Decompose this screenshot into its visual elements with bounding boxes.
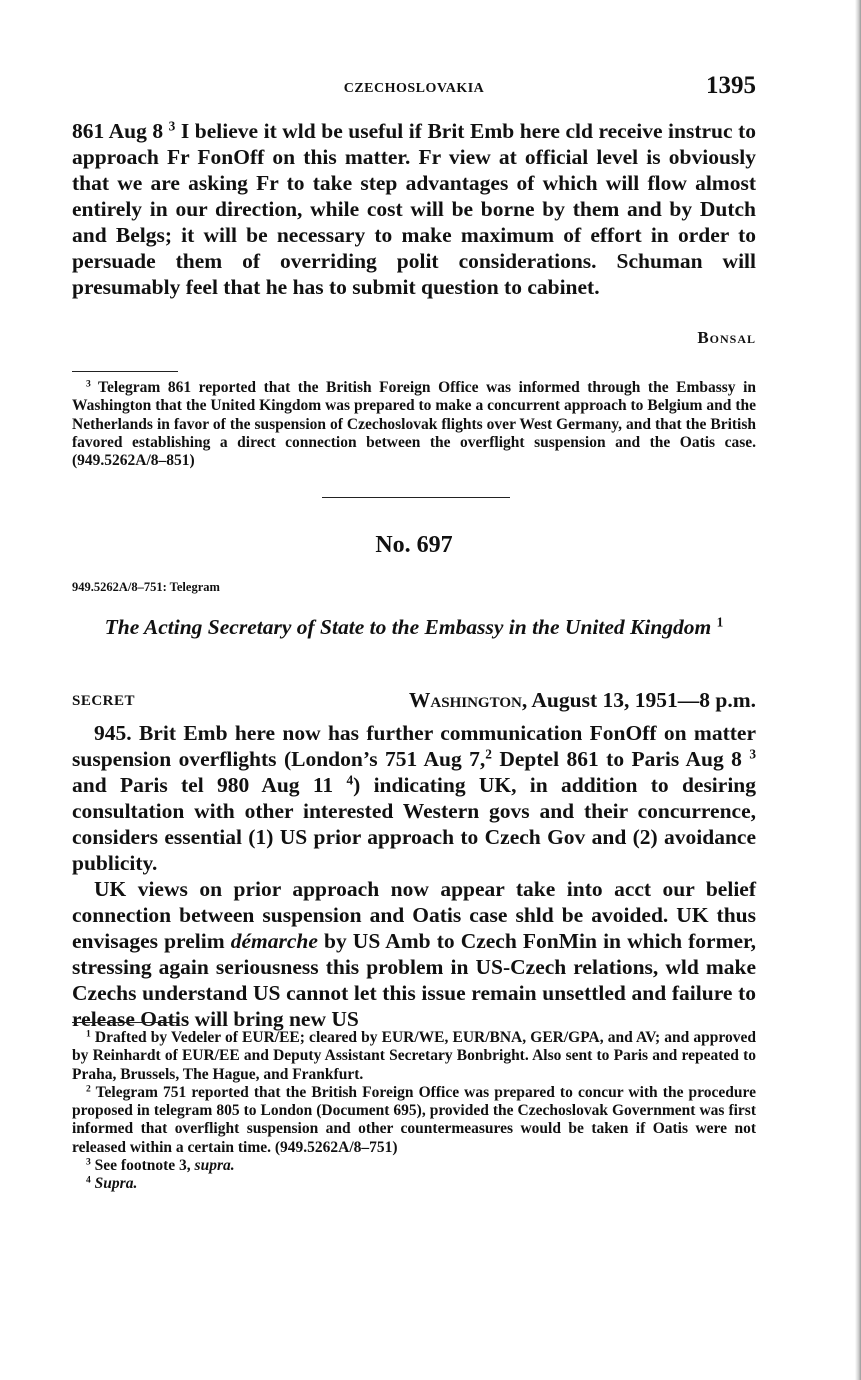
footnote-ref-4: 4 xyxy=(346,772,354,788)
telegram-paragraph-2 xyxy=(72,876,756,1032)
continued-text-start: 861 Aug 8 xyxy=(72,119,164,143)
footnote-4-marker: 4 xyxy=(86,1175,91,1187)
footnote-2 xyxy=(72,1084,756,1157)
p1-text-c: and Paris tel 980 Aug 11 xyxy=(72,773,334,797)
footnote-1 xyxy=(72,1029,756,1084)
title-footnote-ref: 1 xyxy=(716,614,724,630)
document-title-text: The Acting Secretary of State to the Embassy in the United Kingdom xyxy=(104,615,712,639)
document-title xyxy=(72,614,756,640)
footnote-4-italic: Supra. xyxy=(94,1175,138,1193)
p2-italic-term: démarche xyxy=(230,929,318,953)
footnote-rule-bottom xyxy=(72,1022,178,1023)
footnote-rule-top xyxy=(72,371,178,372)
page-number: 1395 xyxy=(706,72,756,99)
p2-text-a: UK views on prior approach now appear take into acct our belief connection between suspension and Oatis case shld be avoided. UK thus envisages prelim xyxy=(72,877,756,953)
footnote-top-marker: 3 xyxy=(86,378,91,390)
footnote-ref-2: 2 xyxy=(485,746,492,762)
footnote-3-text: See footnote 3, xyxy=(90,1157,195,1175)
continued-text-rest: I believe it wld be useful if Brit Emb here cld receive instruc to approach Fr FonOff on this matter. Fr view at official level is obviously that we are asking Fr to take step advantages of which will flow almost entirely in our direction, while cost will be borne by them and by Dutch and Belgs; it will be necessary to make maximum of effort in order to persuade them of overriding polit considerations. Schuman will presumably feel that he has to submit question to cabinet. xyxy=(72,119,757,299)
p1-text-a: 945. Brit Emb here now has further communication FonOff on matter suspension overflights (London’s 751 Aug 7, xyxy=(72,721,756,771)
running-head xyxy=(72,72,756,106)
p2-text-b: by US Amb to Czech FonMin in which former, stressing again seriousness this problem in US-Czech relations, wld make Czechs understand US cannot let this issue remain unsettled and failure to release Oatis will bring new US xyxy=(72,929,756,1031)
footnote-2-text: Telegram 751 reported that the British Foreign Office was prepared to concur with the procedure proposed in telegram 805 to London (Document 695), provided the Czechoslovak Government was first informed that overflight suspension and other countermeasures would be taken if Oatis were not released within a certain time. (949.5262A/8–751) xyxy=(72,1083,756,1156)
footnote-2-marker: 2 xyxy=(86,1083,91,1095)
footnotes-bottom xyxy=(72,1029,756,1194)
telegram-paragraph-1 xyxy=(72,720,756,876)
footnote-ref-3b: 3 xyxy=(749,746,756,762)
running-head-title: CZECHOSLOVAKIA xyxy=(343,81,485,96)
page-edge-shadow xyxy=(855,0,861,1380)
dateline xyxy=(409,688,756,713)
footnote-3 xyxy=(72,1157,756,1175)
dateline-place: Washington xyxy=(408,688,522,712)
footnote-3-italic: supra. xyxy=(194,1157,235,1175)
signature: Bonsal xyxy=(697,328,756,347)
p1-text-b: Deptel 861 to Paris Aug 8 xyxy=(491,747,742,771)
dateline-date: , August 13, 1951—8 p.m. xyxy=(521,688,756,712)
footnote-3-marker: 3 xyxy=(86,1156,91,1168)
footnote-4 xyxy=(72,1175,756,1193)
section-divider xyxy=(322,497,510,498)
p1-text-d: ) indicating UK, in addition to desiring consultation with other interested Western govs and their concurrence, considers essential (1) US prior approach to Czech Gov and (2) avoidance publicity. xyxy=(72,773,757,875)
file-reference: 949.5262A/8–751: Telegram xyxy=(72,580,220,594)
footnote-ref-3: 3 xyxy=(168,118,176,134)
document-number: No. 697 xyxy=(375,532,453,558)
footnote-top-text: Telegram 861 reported that the British Foreign Office was informed through the Embassy in Washington that the United Kingdom was prepared to make a concurrent approach to Belgium and the Netherlands in favor of the suspension of Czechoslovak flights over West Germany, and that the British favored establishing a direct connection between the overflight suspension and the Oatis case. (949.5262A/8–851) xyxy=(72,379,756,470)
classification: SECRET xyxy=(72,693,136,709)
footnote-1-marker: 1 xyxy=(86,1028,91,1040)
footnote-1-text: Drafted by Vedeler of EUR/EE; cleared by EUR/WE, EUR/BNA, GER/GPA, and AV; and approved by Reinhardt of EUR/EE and Deputy Assistant Secretary Bonbright. Also sent to Paris and repeated to Praha, Brussels, The Hague, and Frankfurt. xyxy=(72,1029,756,1083)
continued-paragraph xyxy=(72,118,756,300)
footnote-top xyxy=(72,379,756,470)
